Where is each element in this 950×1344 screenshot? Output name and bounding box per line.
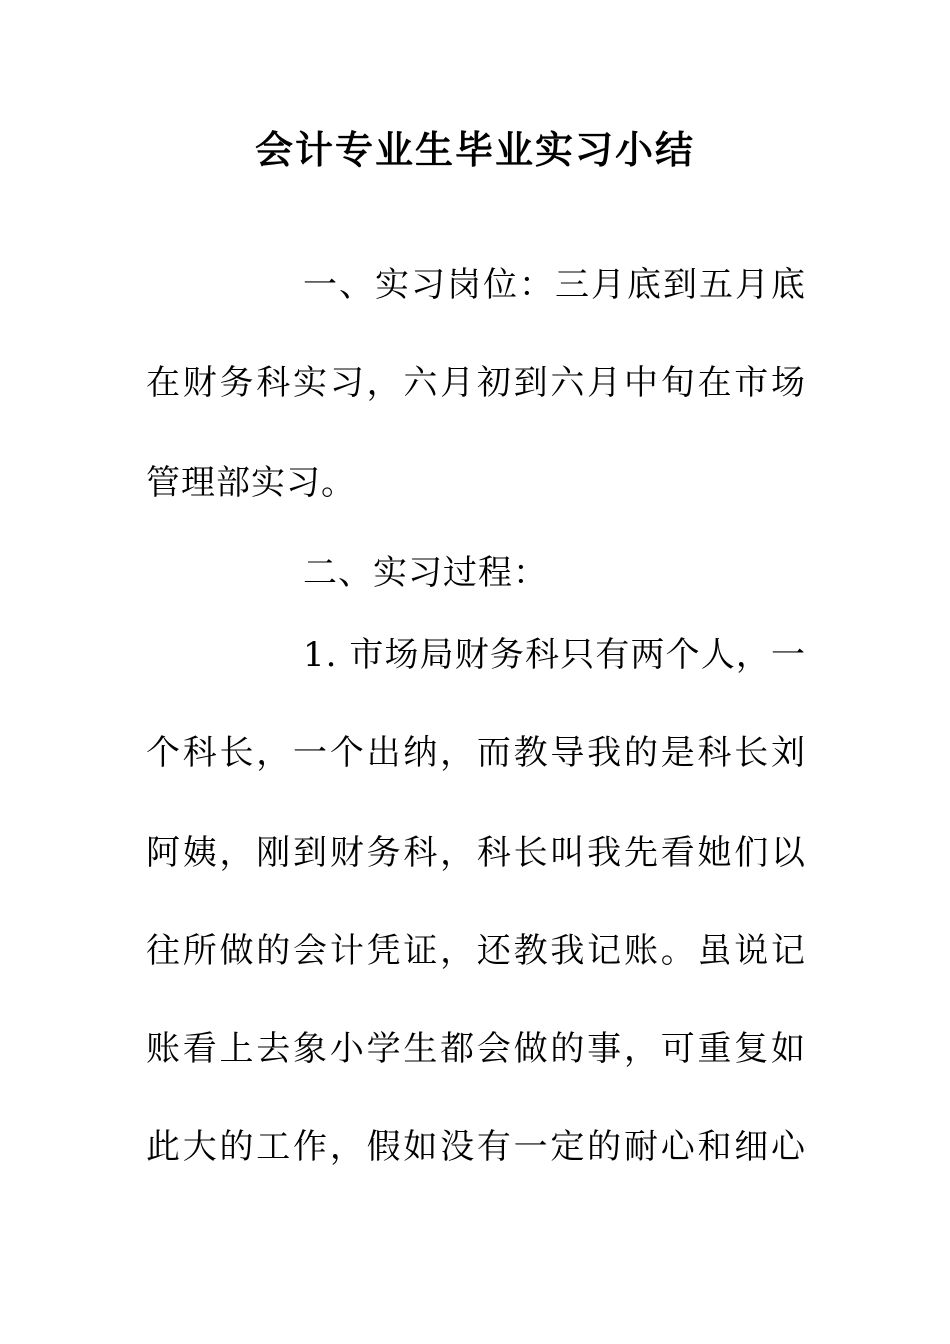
paragraph-line-9: 账看上去象小学生都会做的事，可重复如 (146, 1029, 806, 1069)
paragraph-line-10: 此大的工作，假如没有一定的耐心和细心 (146, 1127, 806, 1167)
paragraph-line-5: 1. 市场局财务科只有两个人，一 (303, 635, 806, 675)
paragraph-line-3: 管理部实习。 (146, 463, 356, 503)
paragraph-line-7: 阿姨，刚到财务科，科长叫我先看她们以 (146, 833, 806, 873)
paragraph-line-8: 往所做的会计凭证，还教我记账。虽说记 (146, 931, 806, 971)
paragraph-line-1: 一、实习岗位：三月底到五月底 (303, 265, 806, 305)
section-heading-process: 二、实习过程： (303, 553, 548, 593)
document-title: 会计专业生毕业实习小结 (254, 128, 695, 172)
paragraph-line-6: 个科长，一个出纳，而教导我的是科长刘 (146, 733, 806, 773)
paragraph-line-2: 在财务科实习，六月初到六月中旬在市场 (146, 363, 806, 403)
